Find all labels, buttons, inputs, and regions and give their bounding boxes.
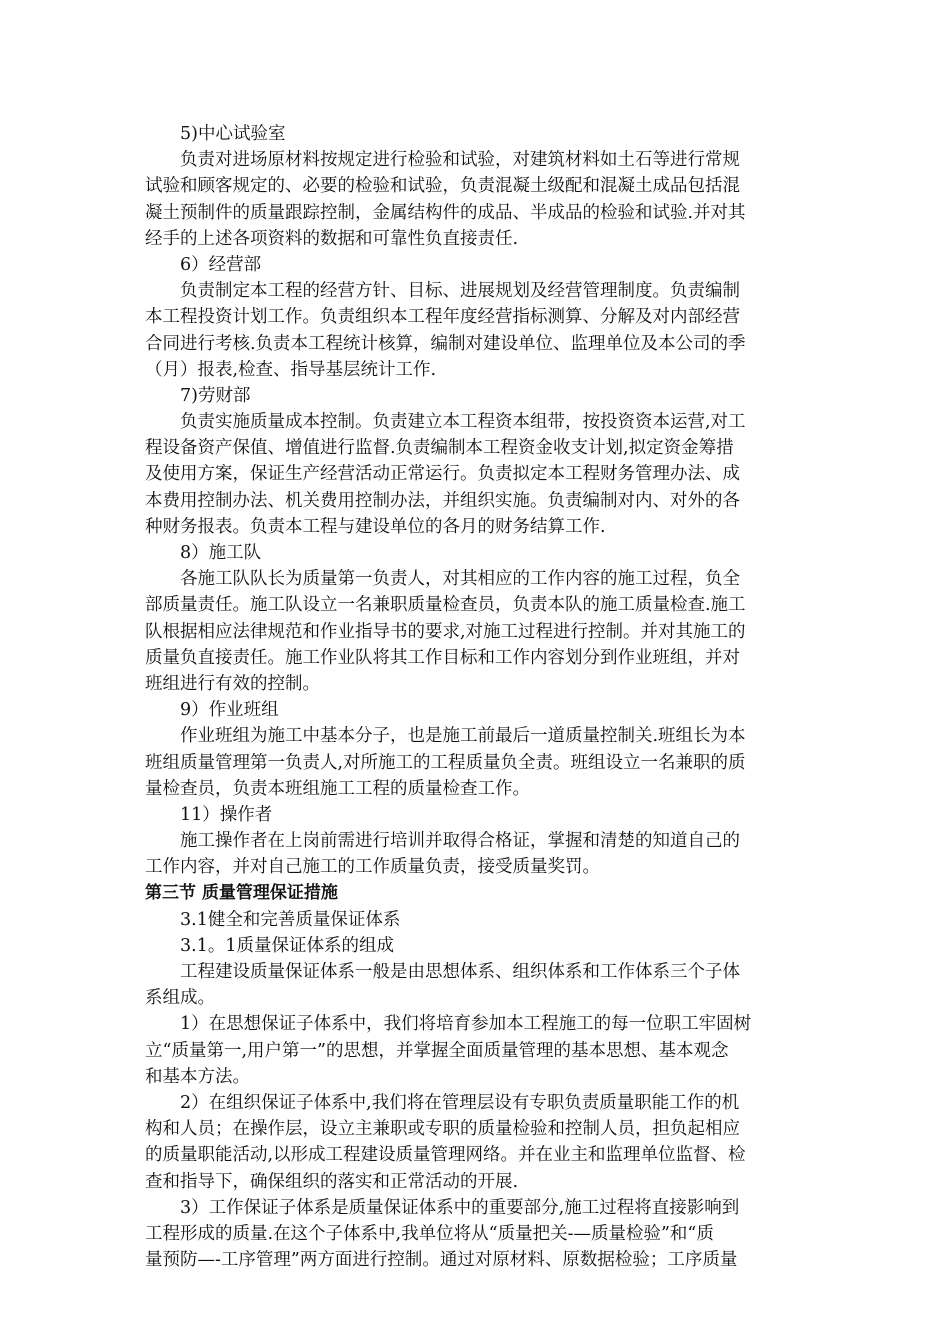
paragraph-line: 工作内容，并对自己施工的工作质量负责，接受质量奖罚。	[145, 857, 600, 878]
paragraph-line: （月）报表,检查、指导基层统计工作.	[145, 359, 437, 380]
subsection-title: 3.1。1质量保证体系的组成	[180, 935, 394, 956]
paragraph-line: 量检查员，负责本班组施工工程的质量检查工作。	[145, 778, 530, 799]
paragraph-line: 系组成。	[145, 988, 215, 1009]
paragraph-line: 查和指导下，确保组织的落实和正常活动的开展.	[145, 1171, 519, 1192]
paragraph-line: 质量负直接责任。施工作业队将其工作目标和工作内容划分到作业班组，并对	[145, 647, 740, 668]
paragraph-line: 构和人员；在操作层，设立主兼职或专职的质量检验和控制人员，担负起相应	[145, 1119, 740, 1140]
section-title-construction-team: 8）施工队	[180, 543, 262, 563]
paragraph-line: 3）工作保证子体系是质量保证体系中的重要部分,施工过程将直接影响到	[180, 1197, 740, 1218]
chapter-heading: 第三节 质量管理保证措施	[145, 883, 338, 904]
paragraph-line: 负责实施质量成本控制。负责建立本工程资本组带，按投资资本运营,对工	[180, 412, 746, 433]
paragraph-line: 种财务报表。负责本工程与建设单位的各月的财务结算工作.	[145, 516, 606, 537]
paragraph-line: 负责对进场原材料按规定进行检验和试验，对建筑材料如土石等进行常规	[180, 150, 740, 171]
section-title-testing-lab: 5)中心试验室	[180, 124, 286, 144]
paragraph-line: 及使用方案，保证生产经营活动正常运行。负责拟定本工程财务管理办法、成	[145, 464, 740, 485]
section-title-work-group: 9）作业班组	[180, 700, 279, 721]
paragraph-line: 班组质量管理第一负责人,对所施工的工程质量负全责。班组设立一名兼职的质	[145, 752, 746, 773]
document-body	[145, 121, 805, 1273]
paragraph-line: 班组进行有效的控制。	[145, 673, 320, 694]
paragraph-line: 程设备资产保值、增值进行监督.负责编制本工程资金收支计划,拟定资金筹措	[145, 438, 734, 459]
paragraph-line: 工程形成的质量.在这个子体系中,我单位将从“质量把关-—质量检验”和“质	[145, 1223, 714, 1244]
paragraph-line: 2）在组织保证子体系中,我们将在管理层设有专职负责质量职能工作的机	[180, 1092, 740, 1113]
paragraph-line: 量预防—-工序管理”两方面进行控制。通过对原材料、原数据检验；工序质量	[145, 1250, 738, 1271]
paragraph-line: 1）在思想保证子体系中，我们将培育参加本工程施工的每一位职工牢固树	[180, 1014, 752, 1035]
paragraph-line: 本工程投资计划工作。负责组织本工程年度经营指标测算、分解及对内部经营	[145, 307, 740, 328]
paragraph-line: 队根据相应法律规范和作业指导书的要求,对施工过程进行控制。并对其施工的	[145, 621, 746, 642]
paragraph-line: 工程建设质量保证体系一般是由思想体系、组织体系和工作体系三个子体	[180, 962, 740, 982]
paragraph-line: 凝土预制件的质量跟踪控制，金属结构件的成品、半成品的检验和试验.并对其	[145, 202, 746, 223]
paragraph-line: 本费用控制办法、机关费用控制办法，并组织实施。负责编制对内、对外的各	[145, 490, 740, 511]
paragraph-line: 的质量职能活动,以形成工程建设质量管理网络。并在业主和监理单位监督、检	[145, 1145, 746, 1166]
paragraph-line: 负责制定本工程的经营方针、目标、进展规划及经营管理制度。负责编制	[180, 281, 740, 302]
paragraph-line: 经手的上述各项资料的数据和可靠性负直接责任.	[145, 228, 519, 249]
section-title-operations-dept: 6）经营部	[180, 254, 262, 275]
paragraph-line: 部质量责任。施工队设立一名兼职质量检查员，负责本队的施工质量检查.施工	[145, 595, 746, 616]
paragraph-line: 试验和顾客规定的、必要的检验和试验，负责混凝土级配和混凝土成品包括混	[145, 176, 740, 197]
paragraph-line: 施工操作者在上岗前需进行培训并取得合格证，掌握和清楚的知道自己的	[180, 831, 740, 852]
section-title-operator: 11）操作者	[180, 804, 273, 825]
paragraph-line: 各施工队队长为质量第一负责人，对其相应的工作内容的施工过程，负全	[180, 569, 740, 590]
paragraph-line: 立“质量第一,用户第一”的思想，并掌握全面质量管理的基本思想、基本观念	[145, 1040, 729, 1061]
paragraph-line: 合同进行考核.负责本工程统计核算，编制对建设单位、监理单位及本公司的季	[145, 333, 746, 354]
section-title-finance-dept: 7)劳财部	[180, 385, 251, 406]
paragraph-line: 作业班组为施工中基本分子，也是施工前最后一道质量控制关.班组长为本	[180, 726, 746, 747]
paragraph-line: 和基本方法。	[145, 1066, 250, 1087]
subsection-title: 3.1健全和完善质量保证体系	[180, 909, 401, 930]
